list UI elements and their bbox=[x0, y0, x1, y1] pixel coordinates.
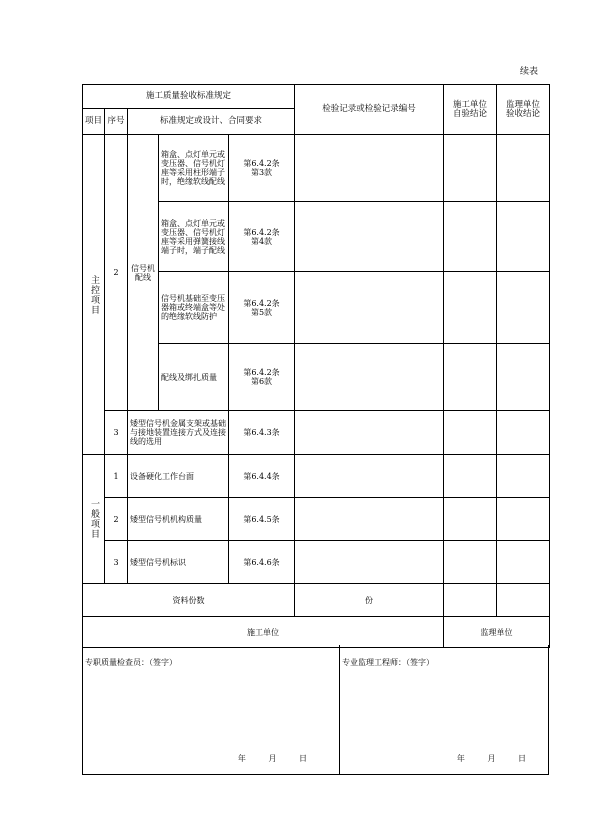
requirement-text: 箱盒、点灯单元或变压器、信号机灯座等采用弹簧接线端子时，端子配线 bbox=[159, 202, 229, 272]
inspection-table bbox=[82, 84, 550, 648]
copies-unit: 份 bbox=[295, 584, 444, 617]
requirement-text: 矮型信号机机构质量 bbox=[128, 498, 229, 541]
contractor-cell[interactable] bbox=[444, 202, 497, 272]
general-seq: 1 bbox=[105, 455, 128, 498]
contractor-conclusion-header: 施工单位 自验结论 bbox=[444, 85, 497, 135]
col-requirement-header: 标准规定或设计、合同要求 bbox=[128, 109, 295, 135]
supervisor-cell[interactable] bbox=[497, 272, 550, 344]
requirement-text: 设备硬化工作台面 bbox=[128, 455, 229, 498]
contractor-signer-label: 专职质量检查员：（签字） bbox=[85, 658, 177, 667]
contractor-cell[interactable] bbox=[444, 411, 497, 455]
supervisor-cell[interactable] bbox=[497, 541, 550, 584]
supervisor-cell[interactable] bbox=[497, 344, 550, 411]
row3-seq: 3 bbox=[105, 411, 128, 455]
supervisor-conclusion-header: 监理单位 验收结论 bbox=[497, 85, 550, 135]
standard-title: 施工质量验收标准规定 bbox=[83, 85, 295, 109]
contractor-signature-box[interactable] bbox=[83, 645, 340, 774]
requirement-text: 矮型信号机金属支架或基础与接地装置连接方式及连接线的选用 bbox=[128, 411, 229, 455]
supervisor-cell[interactable] bbox=[497, 455, 550, 498]
contractor-cell[interactable] bbox=[444, 455, 497, 498]
clause-cell: 第6.4.3条 bbox=[229, 411, 295, 455]
general-seq: 2 bbox=[105, 498, 128, 541]
requirement-text: 箱盒、点灯单元或变压器、信号机灯座等采用柱形端子时，绝缘软线配线 bbox=[159, 135, 229, 202]
supervisor-cell[interactable] bbox=[497, 135, 550, 202]
col-item-header: 项目 bbox=[83, 109, 105, 135]
clause-cell: 第6.4.6条 bbox=[229, 541, 295, 584]
clause-cell: 第6.4.2条 第4款 bbox=[229, 202, 295, 272]
continued-label: 续表 bbox=[520, 67, 539, 77]
requirement-text: 配线及绑扎质量 bbox=[159, 344, 229, 411]
contractor-cell[interactable] bbox=[444, 272, 497, 344]
clause-cell: 第6.4.2条 第5款 bbox=[229, 272, 295, 344]
copies-supervisor-cell[interactable] bbox=[497, 584, 550, 617]
contractor-cell[interactable] bbox=[444, 498, 497, 541]
supervisor-cell[interactable] bbox=[497, 202, 550, 272]
general-seq: 3 bbox=[105, 541, 128, 584]
record-cell[interactable] bbox=[295, 498, 444, 541]
clause-cell: 第6.4.2条 第6款 bbox=[229, 344, 295, 411]
contractor-cell[interactable] bbox=[444, 541, 497, 584]
group2-name: 信号机配线 bbox=[128, 135, 159, 411]
general-items-label: 一般项目 bbox=[83, 455, 105, 584]
record-cell[interactable] bbox=[295, 135, 444, 202]
contractor-unit-header: 施工单位 bbox=[83, 617, 444, 648]
contractor-date: 年 月 日 bbox=[237, 754, 317, 763]
signature-area bbox=[82, 645, 549, 775]
col-seq-header: 序号 bbox=[105, 109, 128, 135]
supervisor-cell[interactable] bbox=[497, 498, 550, 541]
copies-contractor-cell[interactable] bbox=[444, 584, 497, 617]
supervisor-date: 年 月 日 bbox=[456, 754, 536, 763]
contractor-cell[interactable] bbox=[444, 344, 497, 411]
record-cell[interactable] bbox=[295, 411, 444, 455]
clause-cell: 第6.4.5条 bbox=[229, 498, 295, 541]
supervisor-unit-header: 监理单位 bbox=[444, 617, 550, 648]
contractor-cell[interactable] bbox=[444, 135, 497, 202]
supervisor-signature-box[interactable] bbox=[340, 645, 548, 774]
record-cell[interactable] bbox=[295, 202, 444, 272]
supervisor-cell[interactable] bbox=[497, 411, 550, 455]
requirement-text: 信号机基础至变压器箱或终端盒等处的绝缘软线防护 bbox=[159, 272, 229, 344]
record-cell[interactable] bbox=[295, 541, 444, 584]
clause-cell: 第6.4.2条 第3款 bbox=[229, 135, 295, 202]
supervisor-signer-label: 专业监理工程师：（签字） bbox=[342, 658, 434, 667]
clause-cell: 第6.4.4条 bbox=[229, 455, 295, 498]
copies-label: 资料份数 bbox=[83, 584, 295, 617]
requirement-text: 矮型信号机标识 bbox=[128, 541, 229, 584]
record-cell[interactable] bbox=[295, 344, 444, 411]
record-cell[interactable] bbox=[295, 272, 444, 344]
group2-seq: 2 bbox=[105, 135, 128, 411]
main-control-label: 主控项目 bbox=[83, 135, 105, 455]
record-cell[interactable] bbox=[295, 455, 444, 498]
record-title: 检验记录或检验记录编号 bbox=[295, 85, 444, 135]
